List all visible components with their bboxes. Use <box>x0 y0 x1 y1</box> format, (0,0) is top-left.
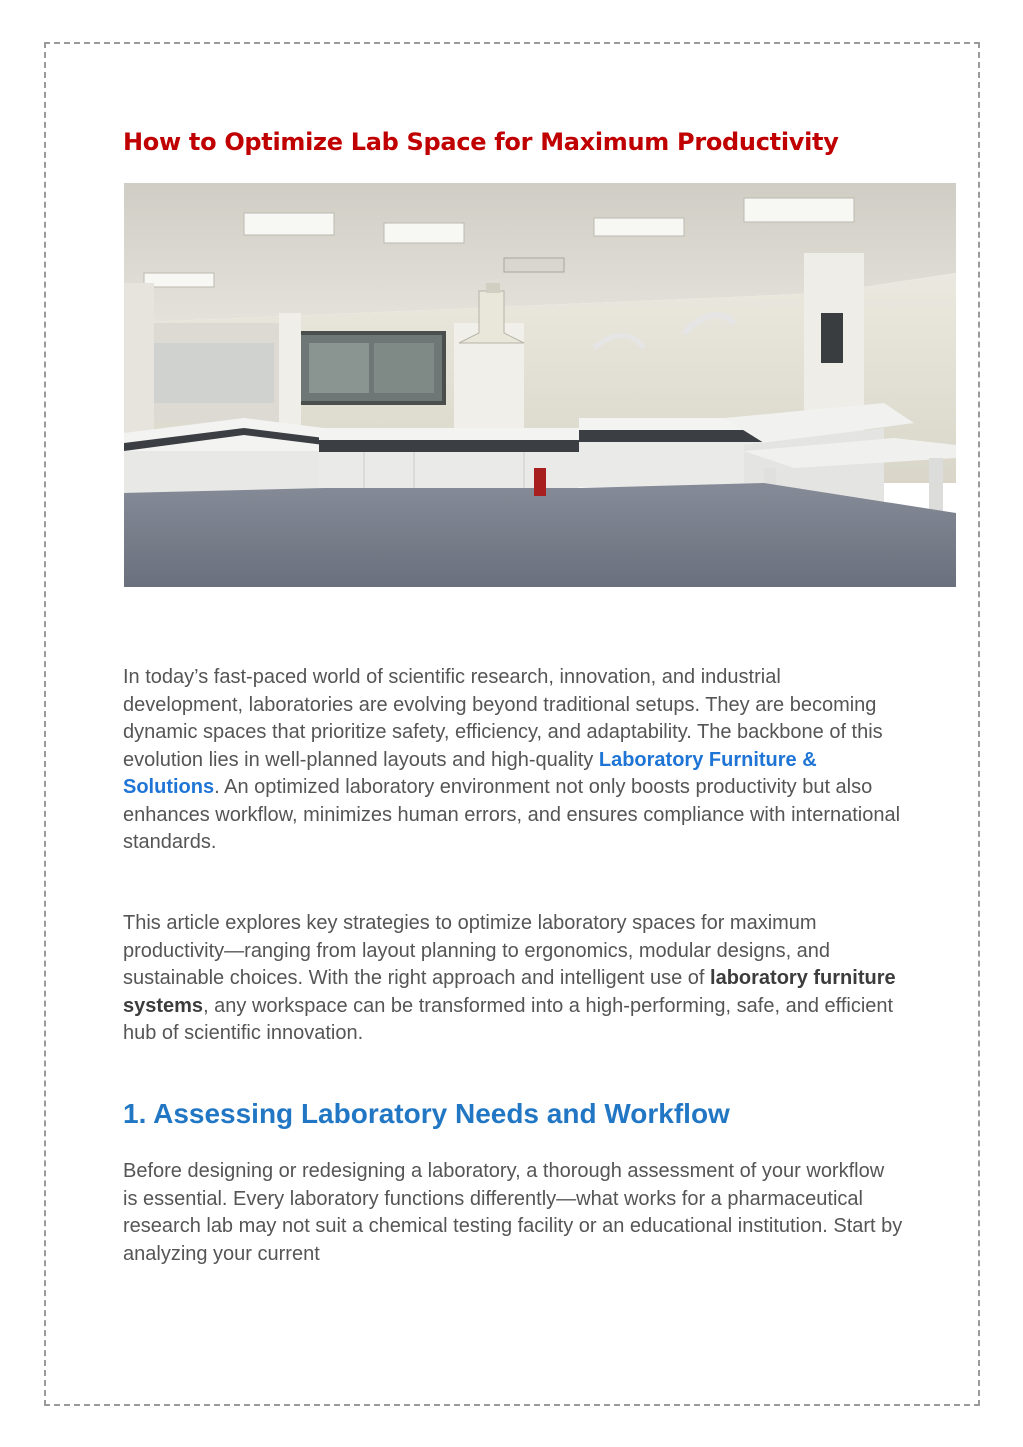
overview-paragraph: This article explores key strategies to optimize laboratory spaces for maximum productivity—ranging from layout planning to ergonomics, modular designs, and sustainable choices. With the right approach and intelligent use of laboratory furniture systems, any workspace can be transformed into a high-performing, safe, and efficient hub of scientific innovation. <box>123 912 896 1044</box>
section-paragraph: Before designing or redesigning a laboratory, a thorough assessment of your workflow is essential. Every laboratory functions differently—what works for a pharmaceutical research lab may not suit a chemical testing facility or an educational institution. Start by analyzing your current <box>123 1160 903 1265</box>
lab-photo <box>124 183 956 587</box>
intro-paragraph: In today’s fast-paced world of scientific research, innovation, and industrial development, laboratories are evolving beyond traditional setups. They are becoming dynamic spaces that prioritize safety, efficiency, and adaptability. The backbone of this evolution lies in well-planned layouts and high-quality Laboratory Furniture & Solutions. An optimized laboratory environment not only boosts productivity but also enhances workflow, minimizes human errors, and ensures compliance with international standards. <box>123 666 901 853</box>
section-heading: 1. Assessing Laboratory Needs and Workflow <box>123 1098 730 1129</box>
page-title: How to Optimize Lab Space for Maximum Productivity <box>123 128 839 156</box>
laboratory-furniture-link[interactable]: Laboratory Furniture & Solutions <box>123 748 817 798</box>
furniture-systems-emphasis: laboratory furniture systems <box>123 967 896 1017</box>
